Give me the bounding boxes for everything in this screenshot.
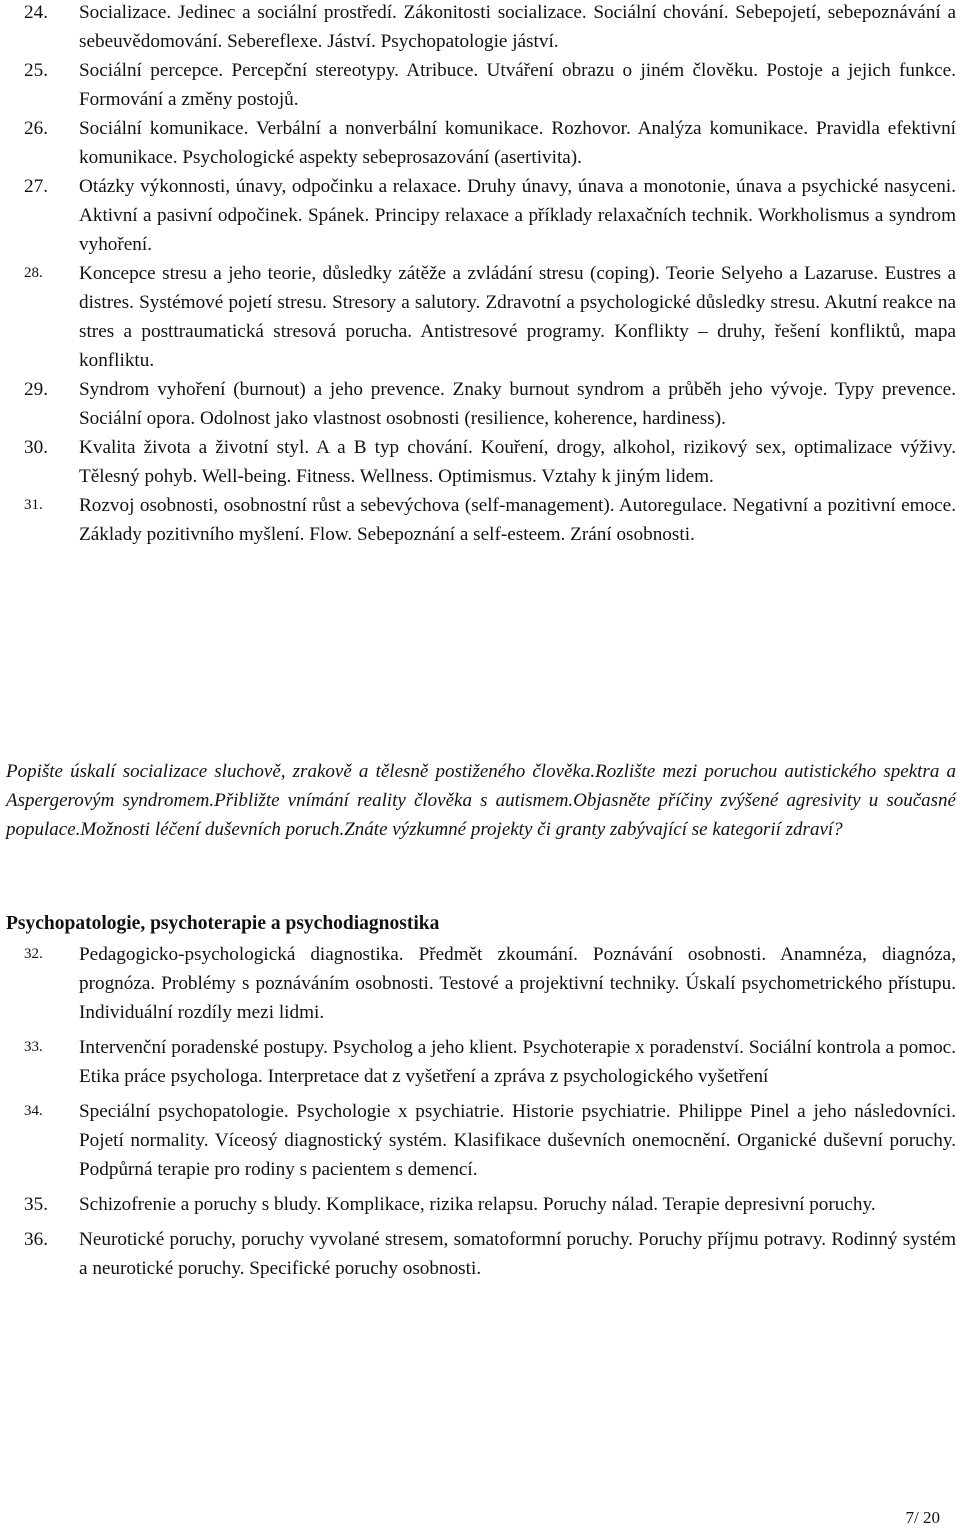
list-item [6,491,956,549]
item-number: 31. [24,497,43,513]
item-number: 32. [24,946,43,962]
list-item [6,1097,956,1184]
topic-list-part-2 [6,940,956,1283]
list-item [6,114,956,172]
item-number: 36. [24,1229,48,1250]
item-text: Speciální psychopatologie. Psychologie x psychiatrie. Historie psychiatrie. Philippe Pinel a jeho následovníci. Pojetí normality. Víceosý diagnostický systém. Klasifikace duševních onemocnění. Organické duševní poruchy. Podpůrná terapie pro rodiny s pacientem s demencí. [79,1101,956,1180]
item-number: 30. [24,437,48,458]
list-item [6,1033,956,1091]
item-text: Socializace. Jedinec a sociální prostředí. Zákonitosti socializace. Sociální chování. Sebepojetí, sebepoznávání a sebeuvědomování. Sebereflexe. Jáství. Psychopatologie jáství. [79,2,956,52]
item-number: 28. [24,265,43,281]
list-item [6,1225,956,1283]
item-text: Otázky výkonnosti, únavy, odpočinku a relaxace. Druhy únavy, únava a monotonie, únava a psychické nasyceni. Aktivní a pasivní odpočinek. Spánek. Principy relaxace a příklady relaxačních technik. Workholismus a syndrom vyhoření. [79,176,956,255]
section-heading: Psychopatologie, psychoterapie a psychodiagnostika [6,913,440,934]
page-number: 7/ 20 [905,1508,940,1527]
italic-questions-note: Popište úskalí socializace sluchově, zrakově a tělesně postiženého člověka.Rozlište mezi poruchou autistického spektra a Aspergerovým syndromem.Přibližte vnímání reality člověka s autismem.Objasněte příčiny zvýšené agresivity u současné populace.Možnosti léčení duševních poruch.Znáte výzkumné projekty či granty zabývající se kategorií zdraví? [6,761,956,840]
item-text: Sociální komunikace. Verbální a nonverbální komunikace. Rozhovor. Analýza komunikace. Pravidla efektivní komunikace. Psychologické aspekty sebeprosazování (asertivita). [79,118,956,168]
item-number: 24. [24,2,48,23]
item-number: 26. [24,118,48,139]
list-item [6,259,956,375]
item-text: Kvalita života a životní styl. A a B typ chování. Kouření, drogy, alkohol, rizikový sex, optimalizace výživy. Tělesný pohyb. Well-being. Fitness. Wellness. Optimismus. Vztahy k jiným lidem. [79,437,956,487]
item-text: Neurotické poruchy, poruchy vyvolané stresem, somatoformní poruchy. Poruchy příjmu potravy. Rodinný systém a neurotické poruchy. Specifické poruchy osobnosti. [79,1229,956,1279]
item-text: Sociální percepce. Percepční stereotypy. Atribuce. Utváření obrazu o jiném člověku. Postoje a jejich funkce. Formování a změny postojů. [79,60,956,110]
topic-list-part-1 [6,0,956,549]
list-item [6,0,956,56]
item-number: 29. [24,379,48,400]
item-number: 33. [24,1039,43,1055]
list-item [6,1190,956,1219]
list-item [6,172,956,259]
item-number: 35. [24,1194,48,1215]
item-number: 27. [24,176,48,197]
list-item [6,375,956,433]
item-number: 34. [24,1103,43,1119]
list-item [6,940,956,1027]
item-text: Pedagogicko-psychologická diagnostika. Předmět zkoumání. Poznávání osobnosti. Anamnéza, diagnóza, prognóza. Problémy s poznáváním osobnosti. Testové a projektivní techniky. Úskalí psychometrického přístupu. Individuální rozdíly mezi lidmi. [79,944,956,1023]
item-text: Intervenční poradenské postupy. Psycholog a jeho klient. Psychoterapie x poradenství. Sociální kontrola a pomoc. Etika práce psychologa. Interpretace dat z vyšetření a zpráva z psychologického vyšetření [79,1037,956,1087]
item-text: Koncepce stresu a jeho teorie, důsledky zátěže a zvládání stresu (coping). Teorie Selyeho a Lazaruse. Eustres a distres. Systémové pojetí stresu. Stresory a salutory. Zdravotní a psychologické důsledky stresu. Akutní reakce na stres a posttraumatická stresová porucha. Antistresové programy. Konflikty – druhy, řešení konfliktů, mapa konfliktu. [79,263,956,371]
item-text: Syndrom vyhoření (burnout) a jeho prevence. Znaky burnout syndrom a průběh jeho vývoje. Typy prevence. Sociální opora. Odolnost jako vlastnost osobnosti (resilience, koherence, hardiness). [79,379,956,429]
list-item [6,56,956,114]
list-item [6,433,956,491]
item-number: 25. [24,60,48,81]
item-text: Schizofrenie a poruchy s bludy. Komplikace, rizika relapsu. Poruchy nálad. Terapie depresivní poruchy. [79,1194,876,1215]
item-text: Rozvoj osobnosti, osobnostní růst a sebevýchova (self-management). Autoregulace. Negativní a pozitivní emoce. Základy pozitivního myšlení. Flow. Sebepoznání a self-esteem. Zrání osobnosti. [79,495,956,545]
